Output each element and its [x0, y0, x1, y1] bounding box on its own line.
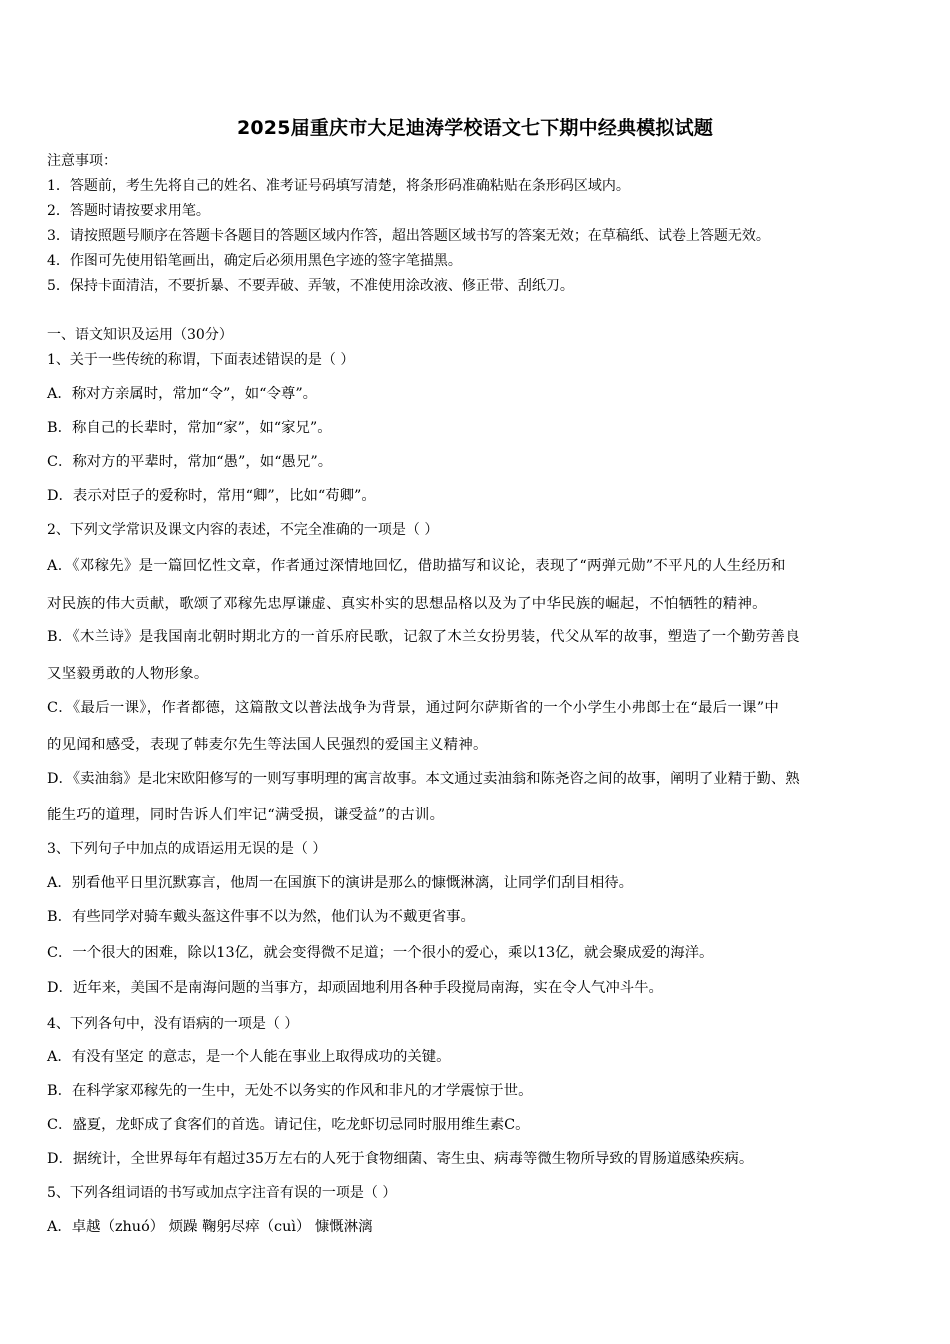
question-stem: 3、下列句子中加点的成语运用无误的是（ ） [47, 841, 327, 857]
question-option: D．近年来，美国不是南海问题的当事方，却顽固地利用各种手段搅局南海，实在令人气冲斗牛。 [47, 980, 663, 996]
question-option: D．《卖油翁》是北宋欧阳修写的一则写事明理的寓言故事。本文通过卖油翁和陈尧咨之间的故事，阐明了业精于勤、熟 [47, 771, 800, 787]
notice-item: 3．请按照题号顺序在答题卡各题目的答题区域内作答，超出答题区域书写的答案无效；在草稿纸、试卷上答题无效。 [47, 228, 770, 244]
question-option: A．别看他平日里沉默寡言，他周一在国旗下的演讲是那么的慷慨淋漓，让同学们刮目相待。 [47, 875, 634, 891]
section-heading: 一、语文知识及运用（30分） [47, 327, 233, 343]
question-option-continued: 的见闻和感受，表现了韩麦尔先生等法国人民强烈的爱国主义精神。 [47, 737, 488, 753]
question-option: B．称自己的长辈时，常加“家”，如“家兄”。 [47, 420, 332, 436]
question-option: C．《最后一课》，作者都德，这篇散文以普法战争为背景，通过阿尔萨斯省的一个小学生小弗郎士在“最后一课”中 [47, 700, 780, 716]
question-option: C．称对方的平辈时，常加“愚”，如“愚兄”。 [47, 454, 333, 470]
question-option-continued: 能生巧的道理，同时告诉人们牢记“满受损，谦受益”的古训。 [47, 807, 445, 823]
question-option-continued: 又坚毅勇敢的人物形象。 [47, 666, 209, 682]
question-option: A．卓越（zhuó） 烦躁 鞠躬尽瘁（cuì） 慷慨淋漓 [47, 1219, 373, 1235]
question-option: A．有没有坚定 的意志，是一个人能在事业上取得成功的关键。 [47, 1049, 451, 1065]
page-title: 2025届重庆市大足迪涛学校语文七下期中经典模拟试题 [236, 117, 714, 139]
notice-item: 2．答题时请按要求用笔。 [47, 203, 210, 219]
question-option: B．《木兰诗》是我国南北朝时期北方的一首乐府民歌，记叙了木兰女扮男装，代父从军的故事，塑造了一个勤劳善良 [47, 629, 800, 645]
question-option: C．一个很大的困难，除以13亿，就会变得微不足道；一个很小的爱心，乘以13亿，就会聚成爱的海洋。 [47, 945, 714, 961]
question-option: D．表示对臣子的爱称时，常用“卿”，比如“苟卿”。 [47, 488, 376, 504]
question-option: B．有些同学对骑车戴头盔这件事不以为然，他们认为不戴更省事。 [47, 909, 475, 925]
question-option: A．称对方亲属时，常加“令”，如“令尊”。 [47, 386, 318, 402]
question-stem: 1、关于一些传统的称谓，下面表述错误的是（ ） [47, 352, 355, 368]
question-stem: 4、下列各句中，没有语病的一项是（ ） [47, 1016, 299, 1032]
question-option: B．在科学家邓稼先的一生中，无处不以务实的作风和非凡的才学震惊于世。 [47, 1083, 533, 1099]
notice-item: 4．作图可先使用铅笔画出，确定后必须用黑色字迹的签字笔描黑。 [47, 253, 462, 269]
question-stem: 2、下列文学常识及课文内容的表述，不完全准确的一项是（ ） [47, 522, 439, 538]
notice-item: 1．答题前，考生先将自己的姓名、准考证号码填写清楚，将条形码准确粘贴在条形码区域内。 [47, 178, 630, 194]
question-option-continued: 对民族的伟大贡献，歌颂了邓稼先忠厚谦虚、真实朴实的思想品格以及为了中华民族的崛起，不怕牺牲的精神。 [47, 596, 767, 612]
question-option: A．《邓稼先》是一篇回忆性文章，作者通过深情地回忆，借助描写和议论，表现了“两弹元勋”不平凡的人生经历和 [47, 558, 786, 574]
question-option: C．盛夏，龙虾成了食客们的首选。请记住，吃龙虾切忌同时服用维生素C。 [47, 1117, 530, 1133]
notice-item: 5．保持卡面清洁，不要折暴、不要弄破、弄皱，不准使用涂改液、修正带、刮纸刀。 [47, 278, 574, 294]
question-stem: 5、下列各组词语的书写或加点字注音有误的一项是（ ） [47, 1185, 397, 1201]
notice-heading: 注意事项： [47, 153, 117, 169]
question-option: D．据统计，全世界每年有超过35万左右的人死于食物细菌、寄生虫、病毒等微生物所导致的胃肠道感染疾病。 [47, 1151, 754, 1167]
